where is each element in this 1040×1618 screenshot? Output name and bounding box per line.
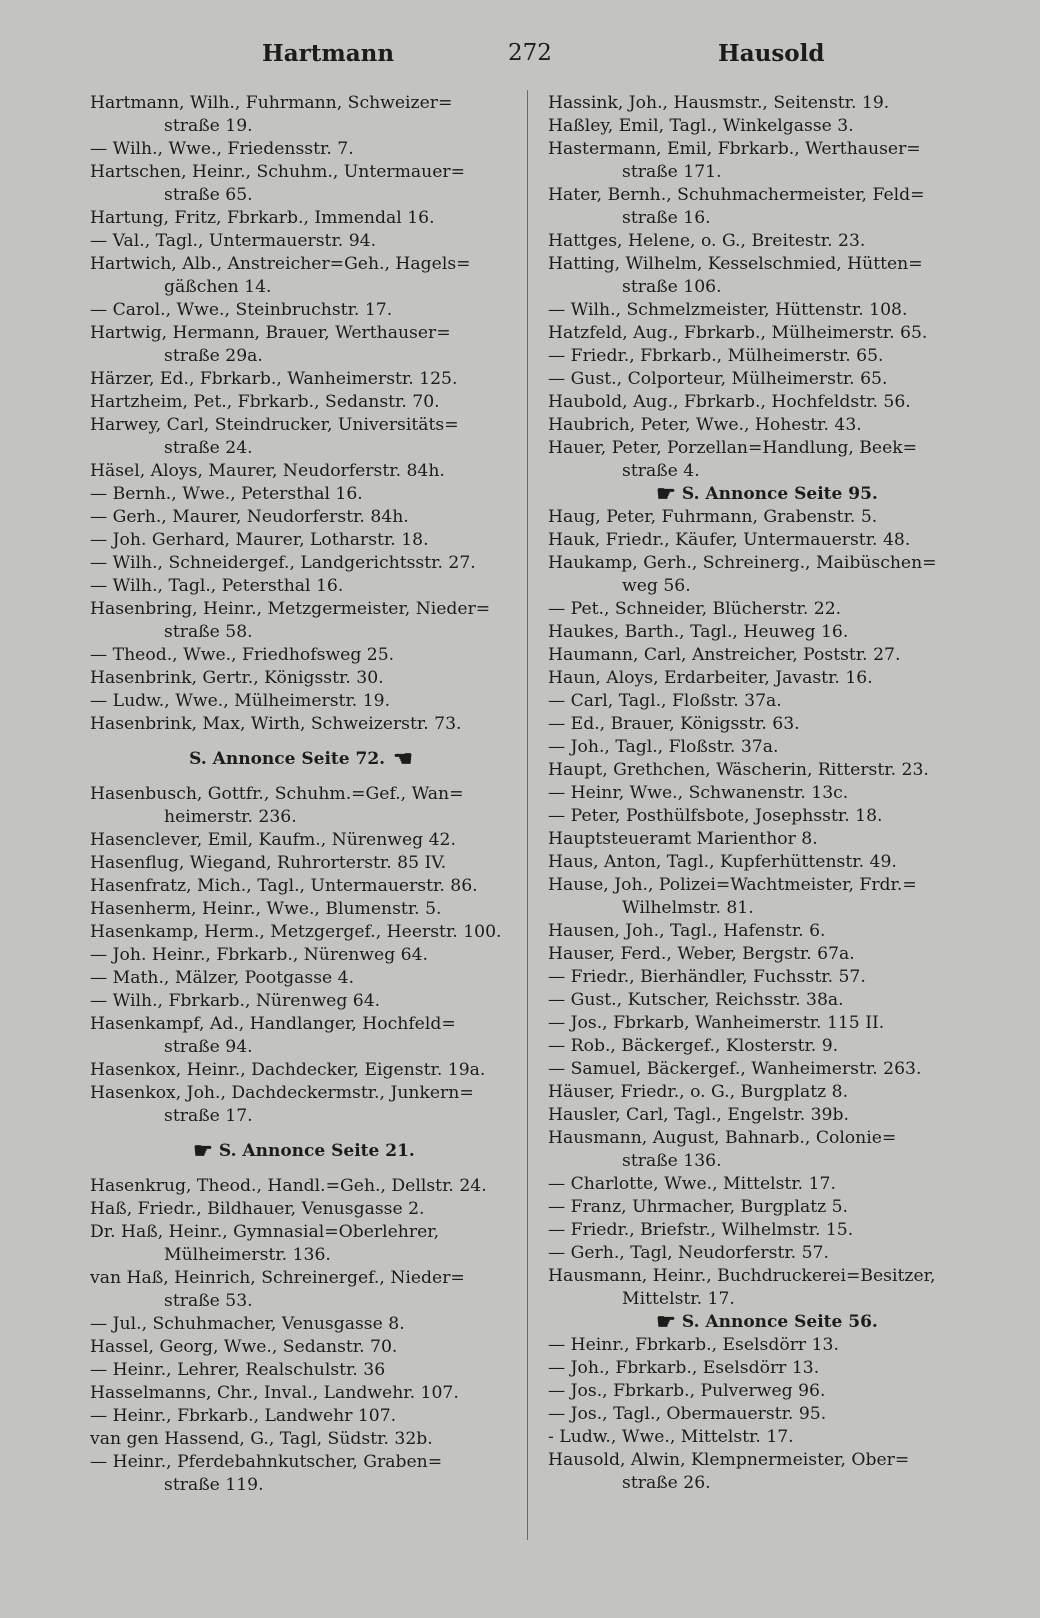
directory-entry [548,1357,986,1380]
directory-entry [90,322,518,345]
entry-text: Hasenkamp, Herm., Metzgergef., Heerstr. 100. [90,922,502,942]
entry-text: — Wilh., Fbrkarb., Nürenweg 64. [90,991,381,1011]
entry-text: - Ludw., Wwe., Mittelstr. 17. [548,1427,794,1447]
directory-entry [90,1336,518,1359]
directory-entry [548,529,986,552]
entry-text: — Val., Tagl., Untermauerstr. 94. [90,231,377,251]
directory-entry [548,345,986,368]
directory-entry [548,253,986,276]
directory-entry [548,1449,986,1472]
directory-entry [548,851,986,874]
annonce-reference [90,1140,518,1163]
entry-text: Haß, Friedr., Bildhauer, Venusgasse 2. [90,1199,425,1219]
directory-entry [548,506,986,529]
directory-entry [548,690,986,713]
entry-text: S. Annonce Seite 72. [189,749,386,769]
entry-text: S. Annonce Seite 21. [218,1141,415,1161]
entry-text: Hausen, Joh., Tagl., Hafenstr. 6. [548,921,826,941]
directory-entry [548,874,986,897]
entry-text: Dr. Haß, Heinr., Gymnasial=Oberlehrer, [90,1222,440,1242]
entry-text: — Heinr, Wwe., Schwanenstr. 13c. [548,783,849,803]
directory-entry [90,667,518,690]
entry-text: straße 65. [164,185,253,205]
entry-text: Mülheimerstr. 136. [164,1245,331,1265]
directory-entry [548,1104,986,1127]
entry-text: Haukamp, Gerh., Schreinerg., Maibüschen= [548,553,937,573]
entry-text: — Ludw., Wwe., Mülheimerstr. 19. [90,691,391,711]
entry-text: — Heinr., Lehrer, Realschulstr. 36 [90,1360,386,1380]
entry-text: — Wilh., Tagl., Petersthal 16. [90,576,344,596]
annonce-reference [90,748,518,771]
entry-text: Hauk, Friedr., Käufer, Untermauerstr. 48. [548,530,911,550]
directory-entry [548,1403,986,1426]
directory-entry [90,783,518,806]
directory-entry [548,368,986,391]
entry-text: Hassel, Georg, Wwe., Sedanstr. 70. [90,1337,398,1357]
spacer [90,736,518,748]
entry-text: — Math., Mälzer, Pootgasse 4. [90,968,355,988]
entry-text: Hausler, Carl, Tagl., Engelstr. 39b. [548,1105,849,1125]
entry-text: heimerstr. 236. [164,807,297,827]
directory-entry [90,368,518,391]
entry-text: — Joh. Heinr., Fbrkarb., Nürenweg 64. [90,945,428,965]
entry-text: Haus, Anton, Tagl., Kupferhüttenstr. 49. [548,852,897,872]
directory-entry [90,1013,518,1036]
entry-text: — Wilh., Schneidergef., Landgerichtsstr. 27. [90,553,476,573]
directory-entry [90,690,518,713]
directory-entry [548,1058,986,1081]
directory-entry [548,184,986,207]
directory-entry [548,667,986,690]
directory-entry [548,1426,986,1449]
entry-continuation [90,184,518,207]
directory-entry [548,989,986,1012]
entry-continuation [548,1288,986,1311]
entry-text: Hasenbrink, Gertr., Königsstr. 30. [90,668,384,688]
entry-text: — Theod., Wwe., Friedhofsweg 25. [90,645,395,665]
entry-text: Hater, Bernh., Schuhmachermeister, Feld= [548,185,925,205]
directory-entry [548,92,986,115]
entry-text: — Jos., Fbrkarb., Pulverweg 96. [548,1381,826,1401]
annonce-reference [548,1311,986,1334]
entry-text: straße 58. [164,622,253,642]
directory-entry [548,1081,986,1104]
entry-text: S. Annonce Seite 56. [681,1312,878,1332]
header-right-keyword: Hausold [718,40,825,67]
entry-text: Hatting, Wilhelm, Kesselschmied, Hütten= [548,254,923,274]
entry-text: — Wilh., Wwe., Friedensstr. 7. [90,139,354,159]
entry-text: Haubrich, Peter, Wwe., Hohestr. 43. [548,415,862,435]
directory-entry [90,529,518,552]
entry-text: — Joh., Tagl., Floßstr. 37a. [548,737,779,757]
entry-text: Hauer, Peter, Porzellan=Handlung, Beek= [548,438,918,458]
directory-entry [90,575,518,598]
directory-entry [548,1380,986,1403]
entry-continuation [548,207,986,230]
entry-continuation [90,1105,518,1128]
entry-text: Haug, Peter, Fuhrmann, Grabenstr. 5. [548,507,878,527]
entry-continuation [548,276,986,299]
directory-entry [548,736,986,759]
directory-entry [90,138,518,161]
directory-entry [548,759,986,782]
entry-text: Hassink, Joh., Hausmstr., Seitenstr. 19. [548,93,890,113]
spacer [90,1163,518,1175]
entry-text: — Gerh., Tagl, Neudorferstr. 57. [548,1243,829,1263]
entry-text: straße 94. [164,1037,253,1057]
entry-text: straße 24. [164,438,253,458]
directory-entry [548,621,986,644]
entry-continuation [90,1036,518,1059]
entry-text: Hasenkampf, Ad., Handlanger, Hochfeld= [90,1014,456,1034]
directory-entry [90,1382,518,1405]
entry-continuation [90,621,518,644]
directory-entry [90,299,518,322]
entry-text: Hasenkox, Heinr., Dachdecker, Eigenstr. 19a. [90,1060,486,1080]
directory-entry [90,253,518,276]
spacer [90,1128,518,1140]
entry-continuation [548,161,986,184]
entry-text: Hasenfratz, Mich., Tagl., Untermauerstr. 86. [90,876,478,896]
directory-entry [548,782,986,805]
entry-text: S. Annonce Seite 95. [681,484,878,504]
entry-text: — Rob., Bäckergef., Klosterstr. 9. [548,1036,839,1056]
directory-entry [90,230,518,253]
directory-entry [548,437,986,460]
entry-text: Hartwich, Alb., Anstreicher=Geh., Hagels= [90,254,471,274]
entry-text: Häsel, Aloys, Maurer, Neudorferstr. 84h. [90,461,445,481]
entry-text: Hause, Joh., Polizei=Wachtmeister, Frdr.= [548,875,917,895]
entry-text: — Heinr., Fbrkarb., Landwehr 107. [90,1406,397,1426]
entry-text: Haubold, Aug., Fbrkarb., Hochfeldstr. 56. [548,392,911,412]
entry-continuation [548,1150,986,1173]
directory-entry [548,828,986,851]
entry-text: straße 119. [164,1475,264,1495]
entry-text: straße 29a. [164,346,263,366]
directory-entry [90,829,518,852]
entry-text: — Franz, Uhrmacher, Burgplatz 5. [548,1197,849,1217]
directory-entry [548,1173,986,1196]
column-divider [527,90,528,1540]
directory-entry [90,460,518,483]
entry-text: Hasenbusch, Gottfr., Schuhm.=Gef., Wan= [90,784,464,804]
directory-entry [548,1012,986,1035]
directory-entry [90,207,518,230]
directory-entry [90,644,518,667]
entry-text: van Haß, Heinrich, Schreinergef., Nieder= [90,1268,465,1288]
entry-text: — Heinr., Fbrkarb., Eselsdörr 13. [548,1335,839,1355]
entry-text: gäßchen 14. [164,277,272,297]
entry-continuation [90,276,518,299]
directory-entry [90,1221,518,1244]
directory-entry [90,1267,518,1290]
directory-entry [90,1175,518,1198]
entry-continuation [90,806,518,829]
entry-text: Hauser, Ferd., Weber, Bergstr. 67a. [548,944,855,964]
entry-text: Hasselmanns, Chr., Inval., Landwehr. 107. [90,1383,459,1403]
directory-entry [548,230,986,253]
entry-text: Hausold, Alwin, Klempnermeister, Ober= [548,1450,910,1470]
directory-entry [90,1313,518,1336]
entry-text: — Gust., Colporteur, Mülheimerstr. 65. [548,369,888,389]
entry-text: straße 17. [164,1106,253,1126]
entry-text: Hasenkrug, Theod., Handl.=Geh., Dellstr. 24. [90,1176,487,1196]
directory-entry [548,115,986,138]
entry-text: — Wilh., Schmelzmeister, Hüttenstr. 108. [548,300,908,320]
directory-entry [90,598,518,621]
entry-text: Wilhelmstr. 81. [622,898,754,918]
entry-text: — Friedr., Fbrkarb., Mülheimerstr. 65. [548,346,884,366]
entry-text: — Peter, Posthülfsbote, Josephsstr. 18. [548,806,883,826]
directory-entry [90,552,518,575]
directory-entry [90,1082,518,1105]
directory-entry [90,92,518,115]
entry-text: straße 53. [164,1291,253,1311]
entry-text: straße 136. [622,1151,722,1171]
entry-text: Hausmann, August, Bahnarb., Colonie= [548,1128,897,1148]
directory-entry [90,1198,518,1221]
directory-entry [548,552,986,575]
spacer [90,771,518,783]
entry-text: — Joh., Fbrkarb., Eselsdörr 13. [548,1358,820,1378]
entry-text: Hasenbring, Heinr., Metzgermeister, Nieder= [90,599,491,619]
entry-text: — Friedr., Briefstr., Wilhelmstr. 15. [548,1220,854,1240]
entry-text: Haukes, Barth., Tagl., Heuweg 16. [548,622,849,642]
entry-text: — Gust., Kutscher, Reichsstr. 38a. [548,990,844,1010]
pointing-hand-icon: ☚ [393,748,413,771]
directory-entry [548,713,986,736]
directory-entry [90,713,518,736]
entry-text: straße 171. [622,162,722,182]
entry-text: straße 4. [622,461,700,481]
page-number: 272 [508,40,552,66]
entry-text: Mittelstr. 17. [622,1289,735,1309]
entry-continuation [548,897,986,920]
pointing-hand-icon: ☛ [193,1140,213,1163]
directory-entry [90,1428,518,1451]
directory-entry [90,1359,518,1382]
annonce-reference [548,483,986,506]
entry-text: Hartschen, Heinr., Schuhm., Untermauer= [90,162,466,182]
entry-text: Haumann, Carl, Anstreicher, Poststr. 27. [548,645,901,665]
entry-text: weg 56. [622,576,691,596]
entry-text: Hartzheim, Pet., Fbrkarb., Sedanstr. 70. [90,392,440,412]
entry-continuation [90,115,518,138]
directory-entry [90,161,518,184]
entry-text: Hatzfeld, Aug., Fbrkarb., Mülheimerstr. 65. [548,323,928,343]
entry-text: — Ed., Brauer, Königsstr. 63. [548,714,800,734]
entry-text: — Carl, Tagl., Floßstr. 37a. [548,691,782,711]
pointing-hand-icon: ☛ [656,1311,676,1334]
directory-entry [548,1242,986,1265]
directory-entry [548,138,986,161]
directory-entry [90,921,518,944]
entry-text: — Jos., Tagl., Obermauerstr. 95. [548,1404,827,1424]
right-column [548,92,986,1495]
entry-text: Haßley, Emil, Tagl., Winkelgasse 3. [548,116,854,136]
entry-text: — Jul., Schuhmacher, Venusgasse 8. [90,1314,405,1334]
entry-text: Hasenherm, Heinr., Wwe., Blumenstr. 5. [90,899,442,919]
entry-text: — Friedr., Bierhändler, Fuchsstr. 57. [548,967,866,987]
directory-entry [90,990,518,1013]
entry-continuation [90,1474,518,1497]
entry-text: Haun, Aloys, Erdarbeiter, Javastr. 16. [548,668,873,688]
entry-text: Hattges, Helene, o. G., Breitestr. 23. [548,231,866,251]
entry-text: Häuser, Friedr., o. G., Burgplatz 8. [548,1082,849,1102]
entry-text: Hartmann, Wilh., Fuhrmann, Schweizer= [90,93,453,113]
entry-text: — Joh. Gerhard, Maurer, Lotharstr. 18. [90,530,429,550]
directory-entry [548,1334,986,1357]
entry-text: Hasenflug, Wiegand, Ruhrorterstr. 85 IV. [90,853,447,873]
entry-continuation [90,1244,518,1267]
entry-text: — Heinr., Pferdebahnkutscher, Graben= [90,1452,443,1472]
directory-entry [548,920,986,943]
entry-text: Hauptsteueramt Marienthor 8. [548,829,818,849]
pointing-hand-icon: ☛ [656,483,676,506]
entry-text: straße 19. [164,116,253,136]
directory-entry [548,299,986,322]
entry-text: Haupt, Grethchen, Wäscherin, Ritterstr. 23. [548,760,929,780]
directory-entry [90,875,518,898]
entry-text: Hasenclever, Emil, Kaufm., Nürenweg 42. [90,830,456,850]
directory-entry [548,943,986,966]
directory-entry [90,852,518,875]
directory-entry [548,414,986,437]
directory-entry [548,644,986,667]
directory-entry [90,944,518,967]
directory-entry [548,966,986,989]
entry-text: — Gerh., Maurer, Neudorferstr. 84h. [90,507,409,527]
directory-entry [548,1219,986,1242]
entry-continuation [90,1290,518,1313]
directory-entry [90,1059,518,1082]
directory-entry [548,1035,986,1058]
directory-entry [548,805,986,828]
directory-entry [548,1127,986,1150]
entry-text: — Jos., Fbrkarb, Wanheimerstr. 115 II. [548,1013,885,1033]
directory-entry [90,898,518,921]
directory-entry [90,967,518,990]
entry-text: straße 16. [622,208,711,228]
left-column [90,92,518,1497]
directory-entry [90,506,518,529]
entry-continuation [90,437,518,460]
entry-text: — Carol., Wwe., Steinbruchstr. 17. [90,300,393,320]
entry-text: — Bernh., Wwe., Petersthal 16. [90,484,363,504]
entry-continuation [548,460,986,483]
directory-entry [548,322,986,345]
entry-text: Hartung, Fritz, Fbrkarb., Immendal 16. [90,208,435,228]
entry-text: — Pet., Schneider, Blücherstr. 22. [548,599,842,619]
directory-entry [548,1265,986,1288]
directory-entry [548,1196,986,1219]
directory-entry [548,598,986,621]
entry-text: Hasenbrink, Max, Wirth, Schweizerstr. 73. [90,714,462,734]
entry-text: Härzer, Ed., Fbrkarb., Wanheimerstr. 125. [90,369,458,389]
entry-continuation [548,1472,986,1495]
entry-continuation [548,575,986,598]
entry-text: straße 26. [622,1473,711,1493]
entry-text: van gen Hassend, G., Tagl, Südstr. 32b. [90,1429,433,1449]
entry-text: Hastermann, Emil, Fbrkarb., Werthauser= [548,139,921,159]
entry-text: Hasenkox, Joh., Dachdeckermstr., Junkern= [90,1083,474,1103]
directory-entry [90,391,518,414]
header-left-keyword: Hartmann [262,40,395,67]
entry-text: straße 106. [622,277,722,297]
directory-entry [90,1451,518,1474]
entry-continuation [90,345,518,368]
entry-text: — Samuel, Bäckergef., Wanheimerstr. 263. [548,1059,922,1079]
entry-text: — Charlotte, Wwe., Mittelstr. 17. [548,1174,836,1194]
directory-entry [90,1405,518,1428]
entry-text: Hartwig, Hermann, Brauer, Werthauser= [90,323,451,343]
directory-entry [90,414,518,437]
entry-text: Harwey, Carl, Steindrucker, Universitäts= [90,415,459,435]
directory-entry [548,391,986,414]
running-header [0,40,1040,76]
entry-text: Hausmann, Heinr., Buchdruckerei=Besitzer, [548,1266,936,1286]
directory-entry [90,483,518,506]
